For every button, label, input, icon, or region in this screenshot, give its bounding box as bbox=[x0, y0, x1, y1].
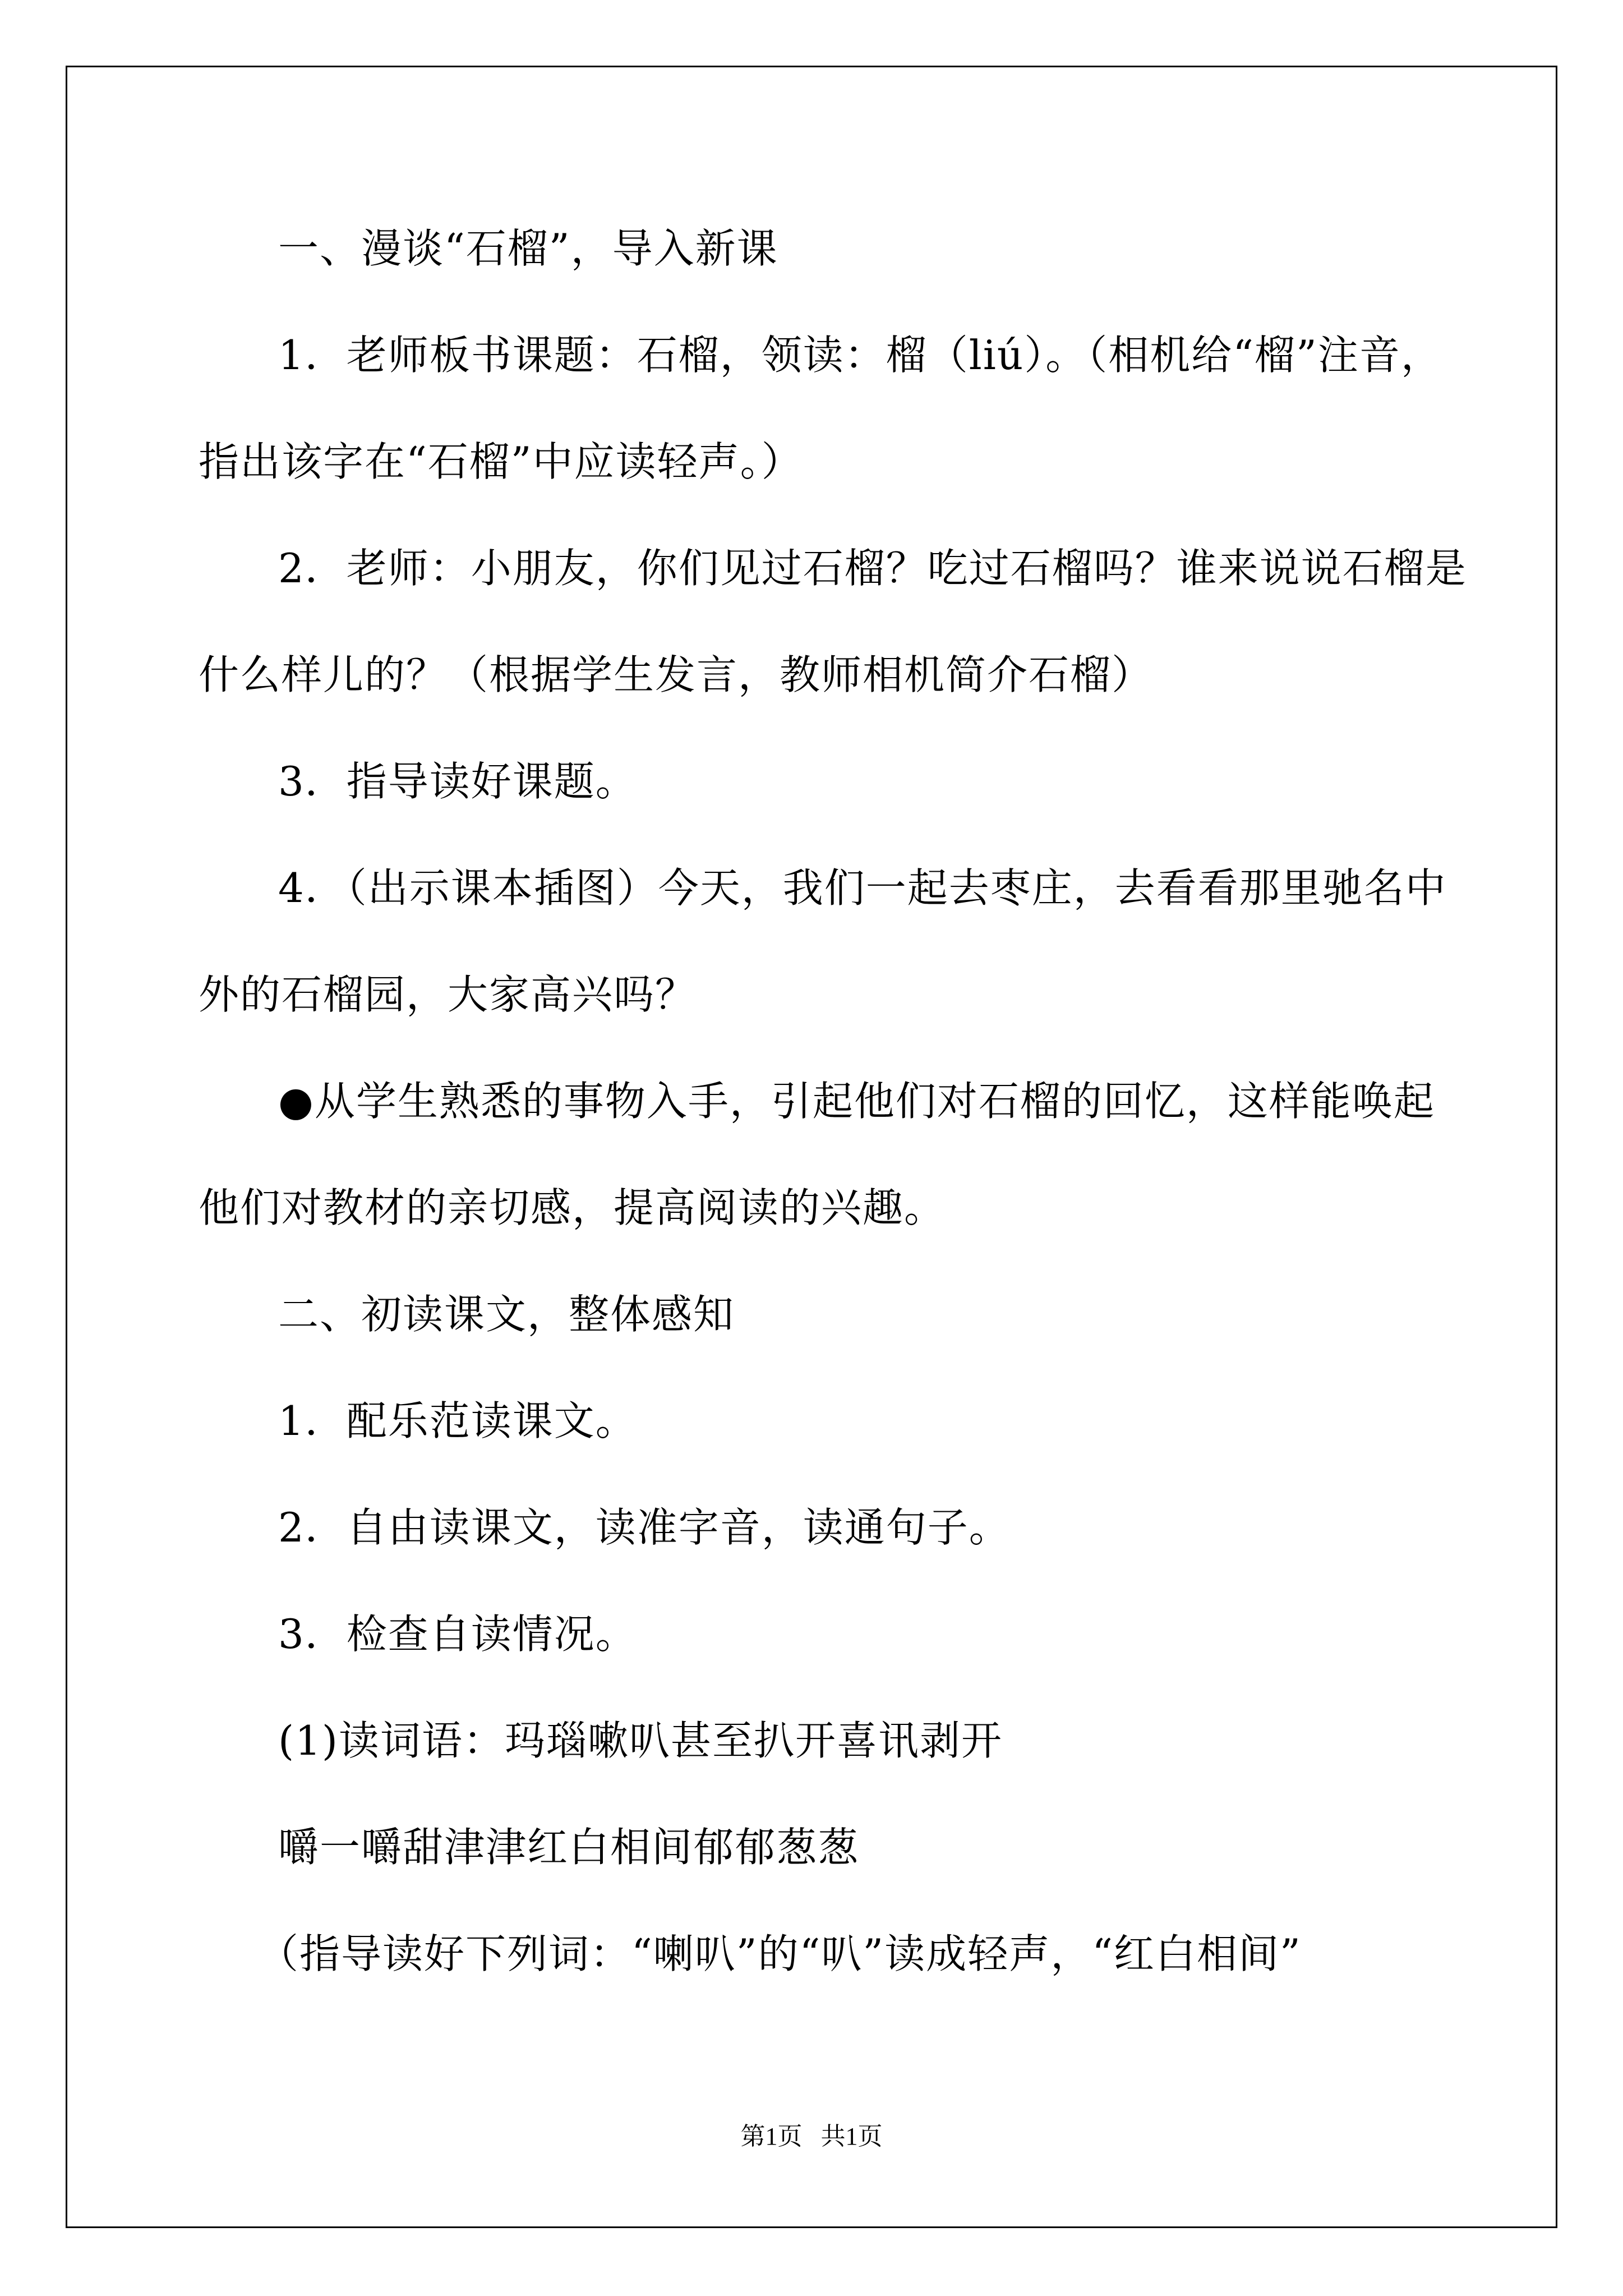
section-heading-1: 一、漫谈“石榴”，导入新课 bbox=[278, 225, 778, 272]
paragraph-line: 2．老师：小朋友，你们见过石榴？吃过石榴吗？谁来说说石榴是 bbox=[278, 545, 1467, 592]
paragraph-line: （指导读好下列词：“喇叭”的“叭”读成轻声，“红白相间” bbox=[258, 1930, 1302, 1977]
paragraph-line: 2．自由读课文，读准字音，读通句子。 bbox=[278, 1504, 1011, 1551]
paragraph-line: 3．检查自读情况。 bbox=[278, 1611, 637, 1658]
paragraph-line: 1．老师板书课题：石榴，领读：榴（liú）。（相机给“榴”注音， bbox=[278, 332, 1442, 379]
paragraph-line: 4．（出示课本插图）今天，我们一起去枣庄，去看看那里驰名中 bbox=[278, 864, 1447, 912]
paragraph-line: 嚼一嚼甜津津红白相间郁郁葱葱 bbox=[278, 1824, 860, 1871]
paragraph-line: 1．配乐范读课文。 bbox=[278, 1397, 637, 1444]
section-heading-2: 二、初读课文，整体感知 bbox=[278, 1291, 735, 1338]
page-number-footer: 第1页 共1页 bbox=[740, 2123, 883, 2150]
page-border bbox=[66, 66, 1557, 2228]
paragraph-line: 指出该字在“石榴”中应读轻声。） bbox=[199, 438, 803, 485]
bullet-note: ●从学生熟悉的事物入手，引起他们对石榴的回忆，这样能唤起 bbox=[278, 1078, 1435, 1125]
paragraph-line: 他们对教材的亲切感，提高阅读的兴趣。 bbox=[199, 1184, 946, 1231]
paragraph-line: (1)读词语：玛瑙嗽叭甚至扒开喜讯剥开 bbox=[278, 1717, 1003, 1764]
paragraph-line: 3．指导读好课题。 bbox=[278, 758, 637, 805]
paragraph-line: 外的石榴园，大家高兴吗？ bbox=[199, 971, 697, 1018]
paragraph-line: 什么样儿的？（根据学生发言，教师相机简介石榴） bbox=[199, 651, 1154, 698]
